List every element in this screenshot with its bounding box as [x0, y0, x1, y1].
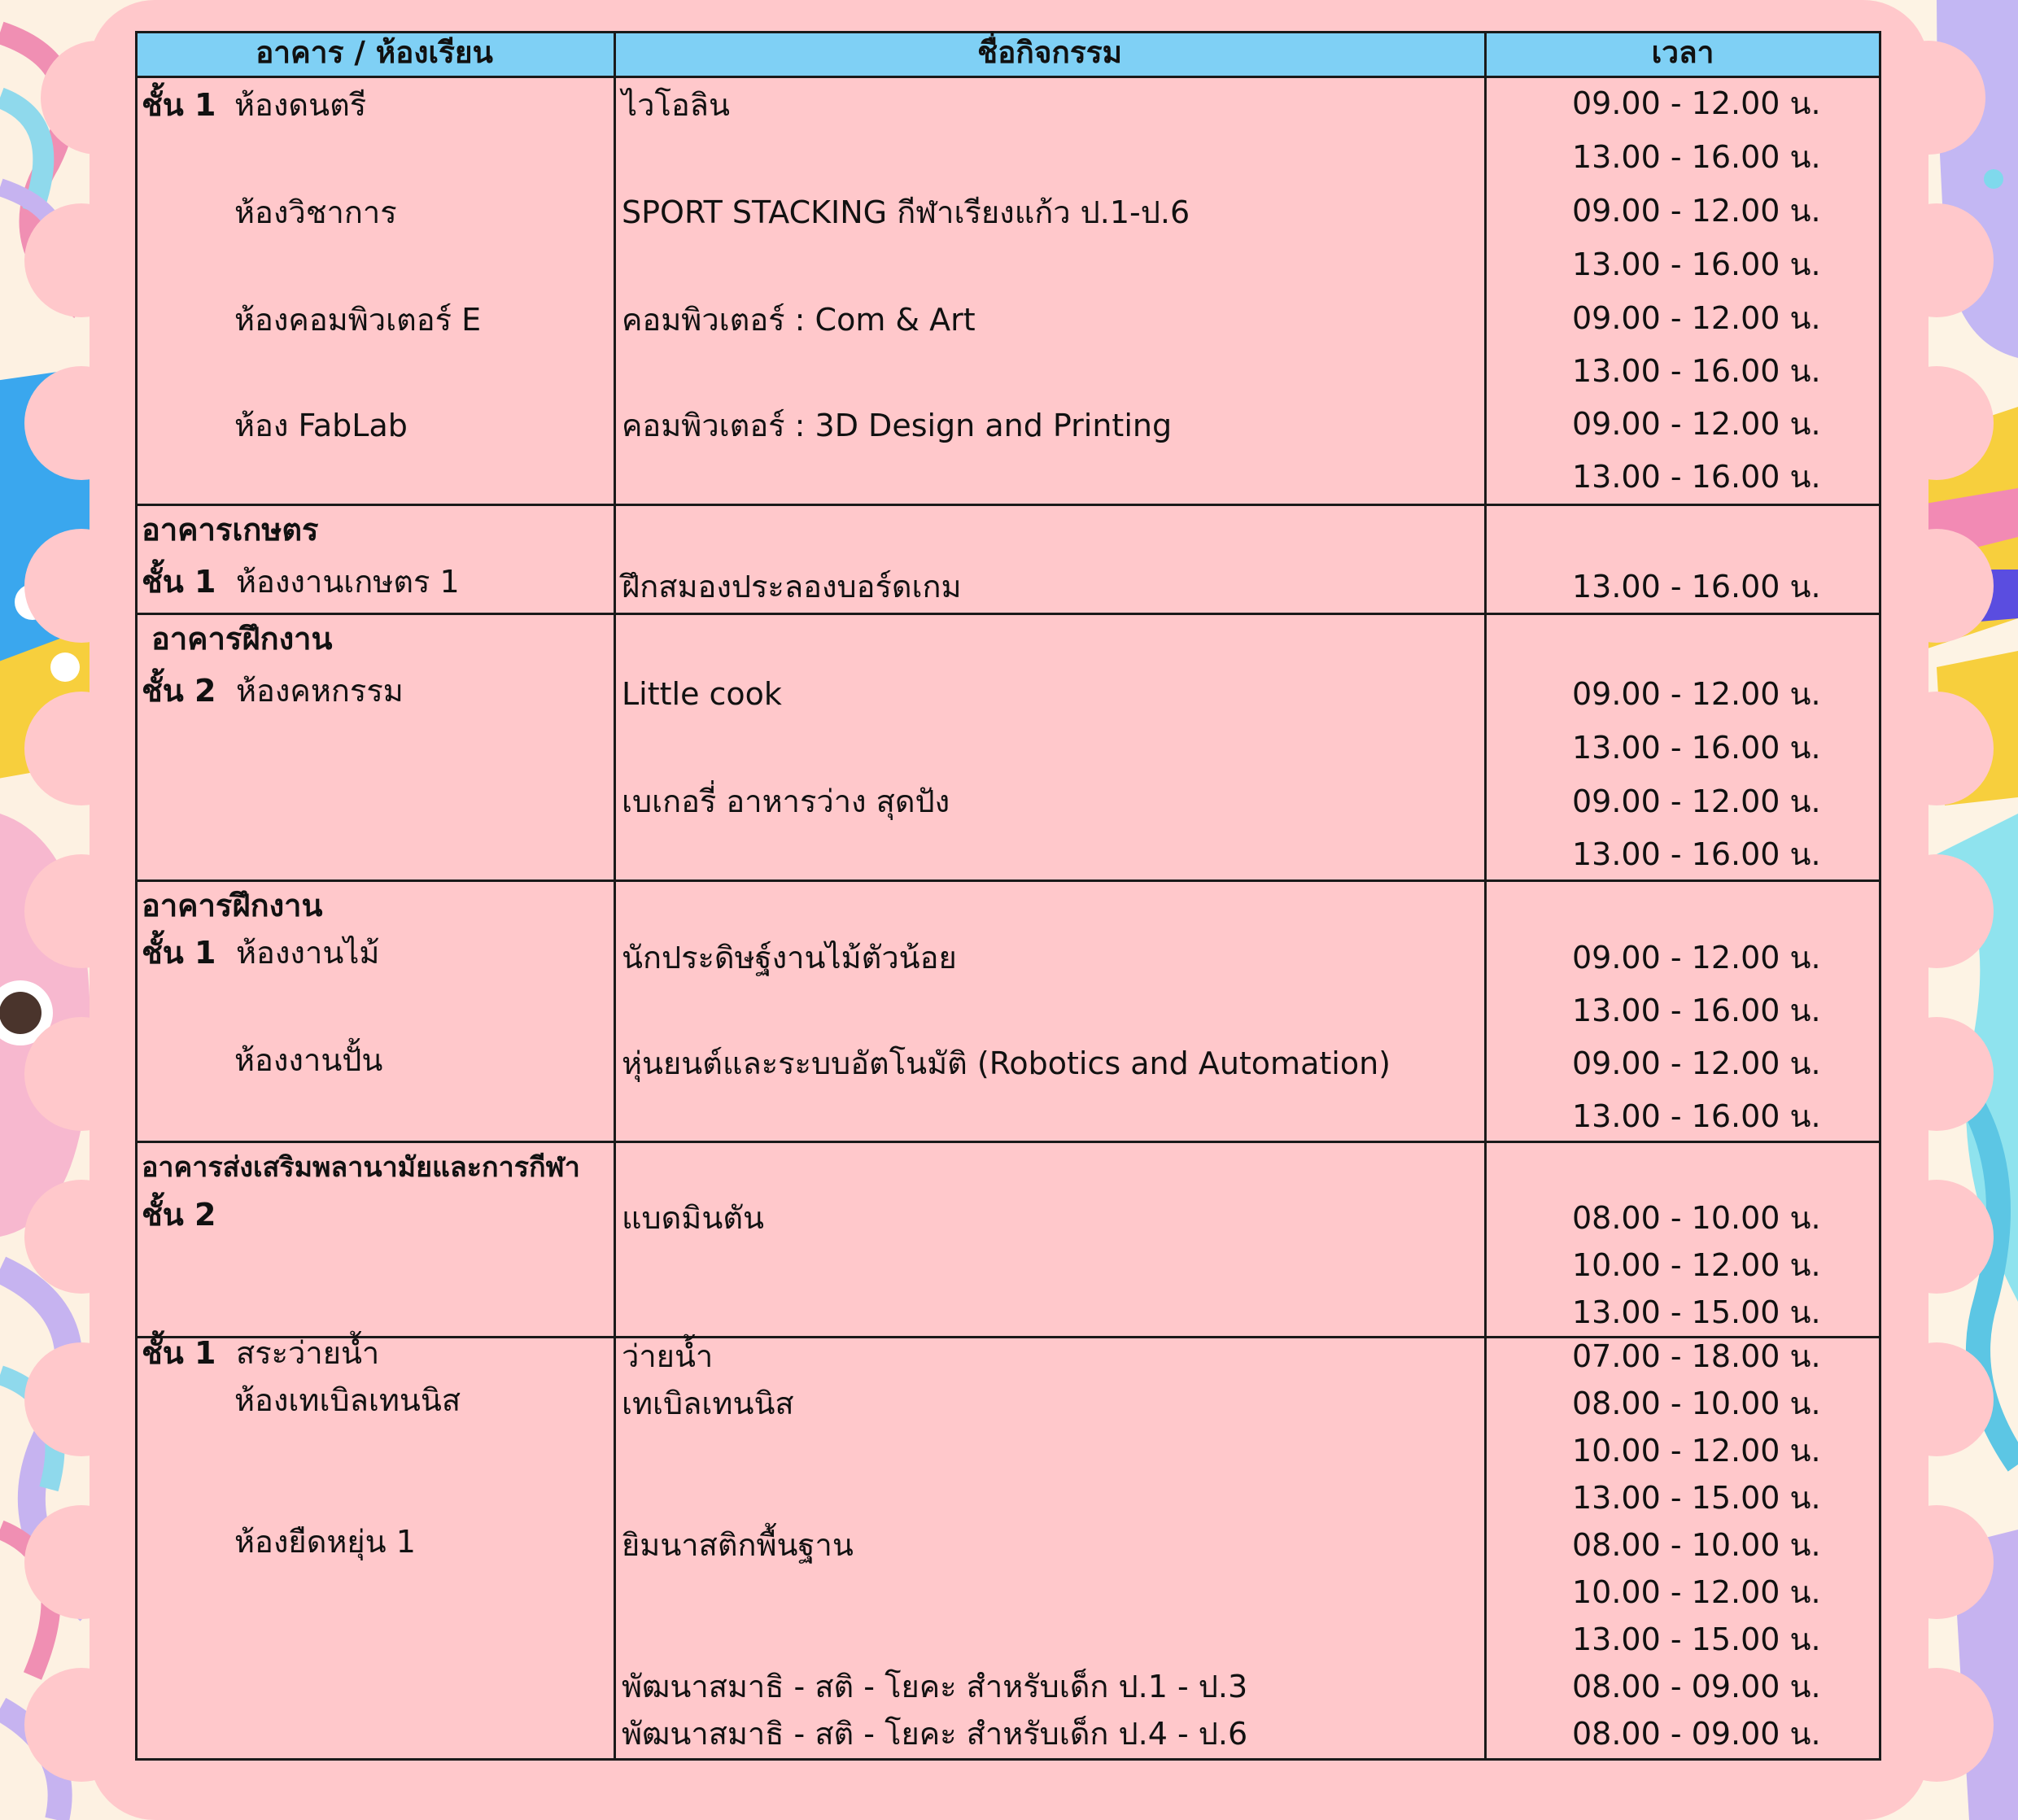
activity-label: ไวโอลิน: [622, 87, 730, 123]
activity-label: คอมพิวเตอร์ : Com & Art: [622, 302, 976, 338]
time-slot: 09.00 - 12.00 น.: [1572, 1045, 1821, 1081]
room-label: ห้องเทเบิลเทนนิส: [234, 1382, 461, 1418]
row-divider: [135, 504, 1881, 506]
activity-label: เบเกอรี่ อาหารว่าง สุดปัง: [622, 783, 950, 819]
table-border-bottom: [135, 1758, 1881, 1761]
building-label: อาคารเกษตร: [142, 512, 319, 548]
time-slot: 13.00 - 15.00 น.: [1572, 1480, 1821, 1516]
room-label: ห้องงานไม้: [236, 935, 380, 971]
row-divider: [135, 613, 1881, 615]
room-label: ห้องยืดหยุ่น 1: [234, 1524, 416, 1560]
time-slot: 13.00 - 16.00 น.: [1572, 993, 1821, 1028]
time-slot: 09.00 - 12.00 น.: [1572, 85, 1821, 121]
building-label: อาคารฝึกงาน: [151, 621, 333, 657]
time-slot: 08.00 - 10.00 น.: [1572, 1527, 1821, 1563]
header-building: อาคาร / ห้องเรียน: [256, 35, 493, 70]
activity-label: นักประดิษฐ์งานไม้ตัวน้อย: [622, 940, 957, 975]
row-divider: [135, 1141, 1881, 1143]
floor-label: ชั้น 1: [142, 1335, 216, 1371]
time-slot: 09.00 - 12.00 น.: [1572, 406, 1821, 442]
floor-label: ชั้น 1: [142, 87, 216, 123]
time-slot: 08.00 - 09.00 น.: [1572, 1716, 1821, 1752]
time-slot: 13.00 - 16.00 น.: [1572, 353, 1821, 389]
room-label: ห้องวิชาการ: [234, 194, 397, 230]
time-slot: 08.00 - 10.00 น.: [1572, 1386, 1821, 1421]
table-border-right: [1879, 31, 1881, 1761]
time-slot: 10.00 - 12.00 น.: [1572, 1247, 1821, 1283]
activity-label: พัฒนาสมาธิ - สติ - โยคะ สำหรับเด็ก ป.4 - ป.6: [622, 1716, 1248, 1752]
time-slot: 09.00 - 12.00 น.: [1572, 940, 1821, 975]
floor-label: ชั้น 1: [142, 564, 216, 600]
building-label: อาคารฝึกงาน: [142, 888, 323, 923]
activity-label: พัฒนาสมาธิ - สติ - โยคะ สำหรับเด็ก ป.1 - ป.3: [622, 1669, 1248, 1704]
time-slot: 13.00 - 16.00 น.: [1572, 730, 1821, 766]
room-label: ห้องคหกรรม: [236, 673, 404, 709]
activity-label: เทเบิลเทนนิส: [622, 1386, 794, 1421]
header-time: เวลา: [1651, 35, 1714, 70]
room-label: ห้องงานเกษตร 1: [236, 564, 460, 600]
time-slot: 13.00 - 15.00 น.: [1572, 1294, 1821, 1330]
activity-label: ฝึกสมองประลองบอร์ดเกม: [622, 569, 962, 604]
activity-label: แบดมินตัน: [622, 1200, 764, 1236]
room-label: ห้องงานปั้น: [234, 1042, 383, 1078]
column-divider: [614, 31, 616, 1761]
activity-label: Little cook: [622, 676, 782, 712]
activity-label: ว่ายน้ำ: [622, 1338, 714, 1374]
activity-label: หุ่นยนต์และระบบอัตโนมัติ (Robotics and Automation): [622, 1045, 1391, 1081]
floor-label: ชั้น 2: [142, 1197, 216, 1233]
time-slot: 13.00 - 16.00 น.: [1572, 1098, 1821, 1134]
table-border-left: [135, 31, 138, 1761]
column-divider: [1484, 31, 1487, 1761]
activity-label: ยิมนาสติกพื้นฐาน: [622, 1527, 854, 1563]
time-slot: 13.00 - 16.00 น.: [1572, 836, 1821, 872]
room-label: ห้องคอมพิวเตอร์ E: [234, 302, 482, 338]
room-label: สระว่ายน้ำ: [236, 1335, 380, 1371]
room-label: ห้องดนตรี: [234, 87, 367, 123]
header-activity: ชื่อกิจกรรม: [977, 35, 1122, 70]
time-slot: 10.00 - 12.00 น.: [1572, 1433, 1821, 1469]
room-label: ห้อง FabLab: [234, 408, 408, 443]
time-slot: 10.00 - 12.00 น.: [1572, 1574, 1821, 1610]
time-slot: 09.00 - 12.00 น.: [1572, 300, 1821, 336]
header-divider: [135, 76, 1881, 78]
time-slot: 13.00 - 16.00 น.: [1572, 247, 1821, 282]
time-slot: 07.00 - 18.00 น.: [1572, 1338, 1821, 1374]
activity-label: SPORT STACKING กีฬาเรียงแก้ว ป.1-ป.6: [622, 194, 1190, 230]
row-divider: [135, 879, 1881, 882]
time-slot: 13.00 - 16.00 น.: [1572, 569, 1821, 604]
activity-label: คอมพิวเตอร์ : 3D Design and Printing: [622, 408, 1173, 443]
time-slot: 08.00 - 10.00 น.: [1572, 1200, 1821, 1236]
time-slot: 08.00 - 09.00 น.: [1572, 1669, 1821, 1704]
floor-label: ชั้น 1: [142, 935, 216, 971]
time-slot: 13.00 - 16.00 น.: [1572, 459, 1821, 495]
schedule-table: [135, 31, 1881, 1761]
time-slot: 09.00 - 12.00 น.: [1572, 193, 1821, 229]
time-slot: 13.00 - 16.00 น.: [1572, 139, 1821, 175]
building-label: อาคารส่งเสริมพลานามัยและการกีฬา: [142, 1151, 580, 1184]
time-slot: 13.00 - 15.00 น.: [1572, 1621, 1821, 1657]
floor-label: ชั้น 2: [142, 673, 216, 709]
time-slot: 09.00 - 12.00 น.: [1572, 783, 1821, 819]
time-slot: 09.00 - 12.00 น.: [1572, 676, 1821, 712]
